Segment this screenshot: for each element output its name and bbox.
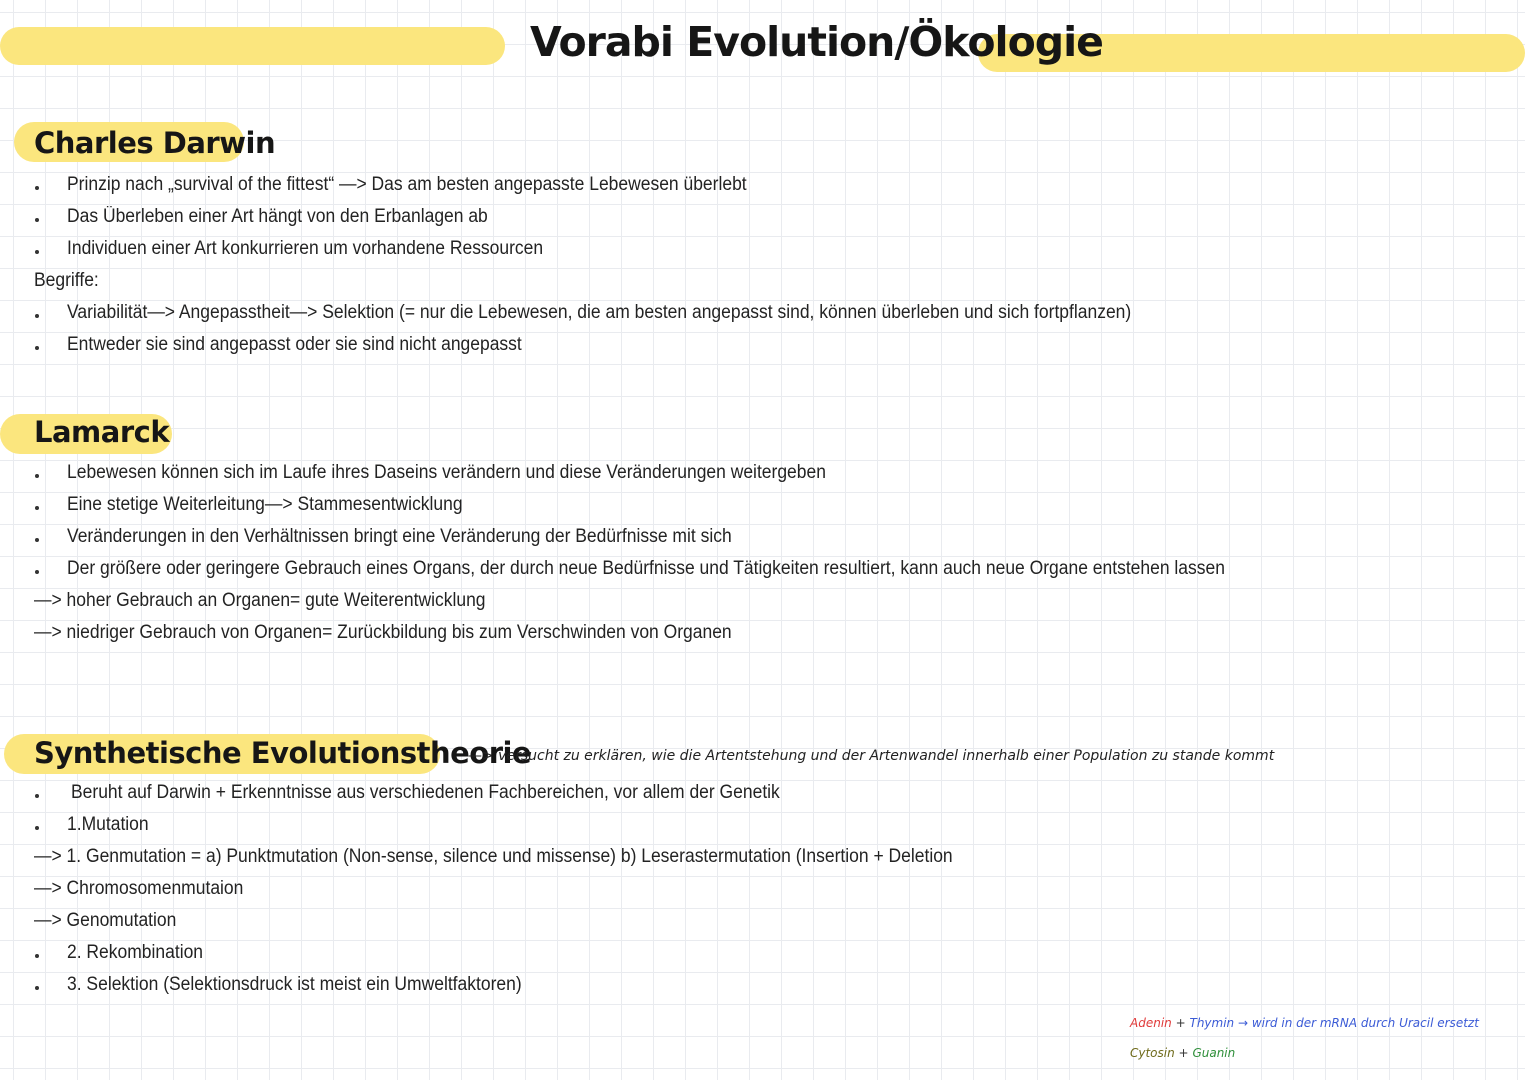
synthetic-arrow-2: —> Chromosomenmutaion <box>34 878 244 899</box>
bullet-dot <box>35 954 39 958</box>
lamarck-bullet-4: Der größere oder geringere Gebrauch eines Organs, der durch neue Bedürfnisse und Tätigkeiten resultiert, kann auch neue Organe entstehen lassen <box>67 558 1225 579</box>
uracil-label: Uracil ersetzt <box>1399 1016 1479 1030</box>
darwin-bullet-3: Individuen einer Art konkurrieren um vorhandene Ressourcen <box>67 238 544 259</box>
bullet-dot <box>35 346 39 350</box>
bullet-dot <box>35 794 39 798</box>
synthetic-bullet-2: 1.Mutation <box>67 814 149 835</box>
synthetic-bullet-3: 2. Rekombination <box>67 942 204 963</box>
darwin-heading: Charles Darwin <box>34 126 276 160</box>
bullet-dot <box>35 314 39 318</box>
cytosin-label: Cytosin <box>1130 1046 1175 1060</box>
plus-sign: + <box>1175 1016 1186 1030</box>
darwin-bullet-1: Prinzip nach „survival of the fittest“ —> Das am besten angepasste Lebewesen überlebt <box>67 174 747 195</box>
page-title: Vorabi Evolution/Ökologie <box>530 18 1103 66</box>
plus-sign: + <box>1178 1046 1189 1060</box>
base-note-line-2 <box>1130 1046 1235 1060</box>
synthetic-note: —> versucht zu erklären, wie die Artentstehung und der Artenwandel innerhalb einer Population zu stande kommt <box>468 748 1275 764</box>
mrna-note: → wird in der mRNA durch <box>1237 1016 1396 1030</box>
synthetic-arrow-1: —> 1. Genmutation = a) Punktmutation (Non-sense, silence und missense) b) Leserastermutation (Insertion + Deletion <box>34 846 953 867</box>
begriffe-label: Begriffe: <box>34 270 99 291</box>
lamarck-arrow-1: —> hoher Gebrauch an Organen= gute Weiterentwicklung <box>34 590 486 611</box>
begriffe-item-2: Entweder sie sind angepasst oder sie sind nicht angepasst <box>67 334 522 355</box>
synthetic-bullet-1: Beruht auf Darwin + Erkenntnisse aus verschiedenen Fachbereichen, vor allem der Genetik <box>71 782 780 803</box>
thymin-label: Thymin <box>1189 1016 1235 1030</box>
bullet-dot <box>35 570 39 574</box>
lamarck-heading: Lamarck <box>34 415 170 449</box>
lamarck-bullet-3: Veränderungen in den Verhältnissen bringt eine Veränderung der Bedürfnisse mit sich <box>67 526 732 547</box>
bullet-dot <box>35 826 39 830</box>
darwin-bullet-2: Das Überleben einer Art hängt von den Erbanlagen ab <box>67 206 488 227</box>
base-note-line-1 <box>1130 1016 1479 1030</box>
begriffe-item-1: Variabilität—> Angepasstheit—> Selektion (= nur die Lebewesen, die am besten angepasst sind, können überleben und sich fortpflanzen) <box>67 302 1132 323</box>
bullet-dot <box>35 250 39 254</box>
synthetic-arrow-3: —> Genomutation <box>34 910 177 931</box>
synthetic-heading: Synthetische Evolutionstheorie <box>34 736 532 770</box>
bullet-dot <box>35 186 39 190</box>
bullet-dot <box>35 986 39 990</box>
title-highlight-left <box>0 27 505 65</box>
bullet-dot <box>35 506 39 510</box>
synthetic-bullet-4: 3. Selektion (Selektionsdruck ist meist ein Umweltfaktoren) <box>67 974 522 995</box>
guanin-label: Guanin <box>1192 1046 1236 1060</box>
bullet-dot <box>35 538 39 542</box>
lamarck-bullet-2: Eine stetige Weiterleitung—> Stammesentwicklung <box>67 494 463 515</box>
bullet-dot <box>35 218 39 222</box>
lamarck-bullet-1: Lebewesen können sich im Laufe ihres Daseins verändern und diese Veränderungen weitergeben <box>67 462 826 483</box>
bullet-dot <box>35 474 39 478</box>
adenin-label: Adenin <box>1130 1016 1172 1030</box>
lamarck-arrow-2: —> niedriger Gebrauch von Organen= Zurückbildung bis zum Verschwinden von Organen <box>34 622 732 643</box>
